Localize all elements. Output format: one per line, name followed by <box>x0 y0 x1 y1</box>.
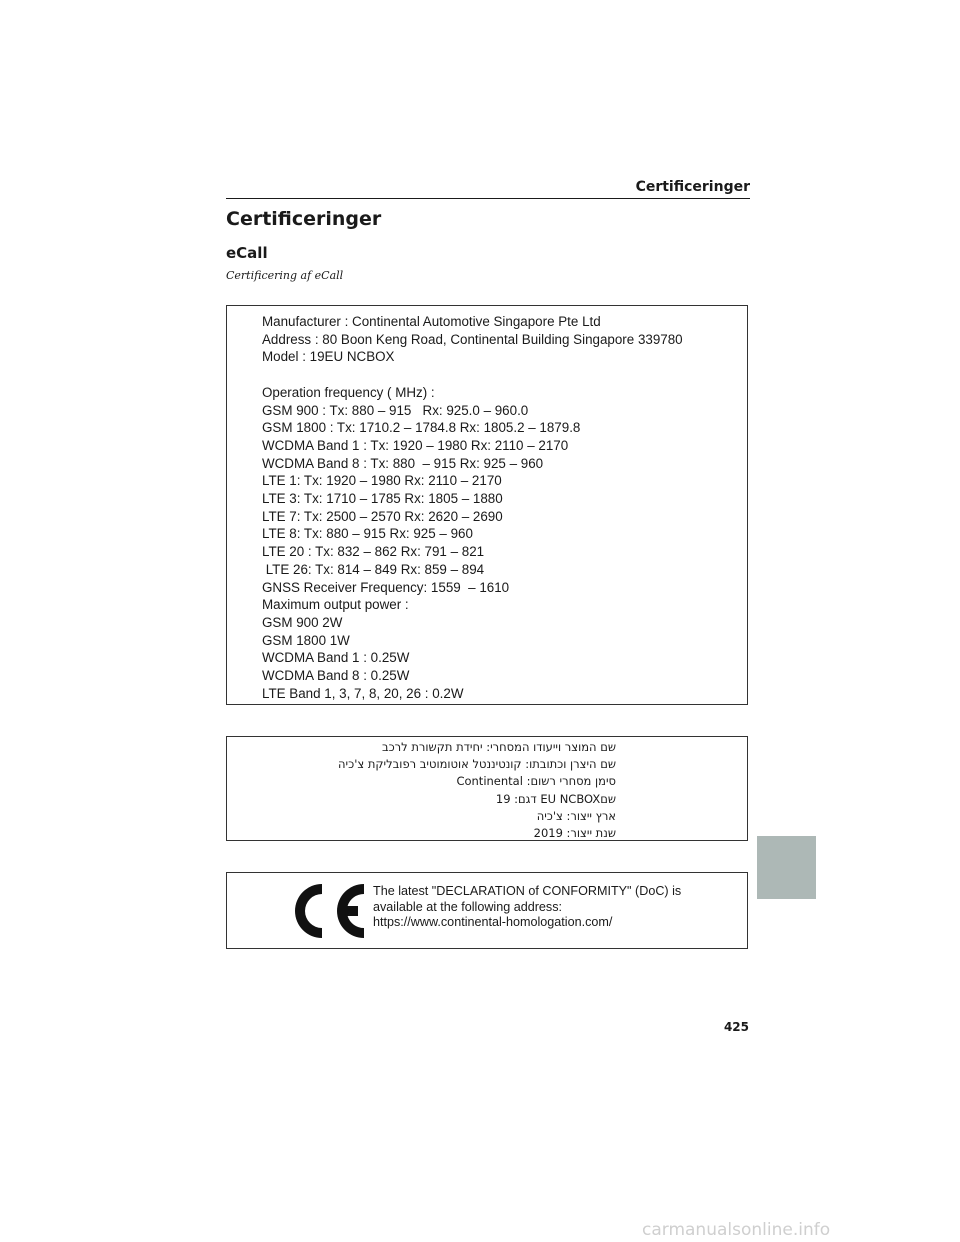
section-heading-ecall: eCall <box>226 244 268 262</box>
hebrew-line: ארץ ייצור: צ'כיה <box>536 808 616 823</box>
doc-line: The latest "DECLARATION of CONFORMITY" (DoC) is <box>373 884 682 898</box>
doc-url[interactable]: https://www.continental-homologation.com/ <box>373 915 613 930</box>
ce-letter-e <box>337 884 364 938</box>
specifications-box <box>226 305 748 705</box>
hebrew-info-box <box>226 736 748 841</box>
spec-line: LTE 7: Tx: 2500 – 2570 Rx: 2620 – 2690 <box>262 508 503 524</box>
spec-line: GSM 900 2W <box>262 614 343 630</box>
ce-mark-icon <box>292 880 368 942</box>
chapter-side-tab <box>757 836 816 899</box>
ce-declaration-box <box>226 872 748 949</box>
spec-gap <box>262 366 747 384</box>
spec-line: LTE Band 1, 3, 7, 8, 20, 26 : 0.2W <box>262 685 464 701</box>
spec-line: WCDMA Band 8 : 0.25W <box>262 668 410 684</box>
spec-line: LTE 26: Tx: 814 – 849 Rx: 859 – 894 <box>262 561 485 577</box>
hebrew-line: שםEU NCBOX דגם: 19 <box>495 791 616 806</box>
spec-line: WCDMA Band 1 : Tx: 1920 – 1980 Rx: 2110 – 2170 <box>262 437 569 453</box>
spec-line: LTE 20 : Tx: 832 – 862 Rx: 791 – 821 <box>262 544 485 560</box>
spec-line: WCDMA Band 8 : Tx: 880 – 915 Rx: 925 – 960 <box>262 455 544 471</box>
doc-line: available at the following address: <box>373 899 563 914</box>
spec-line: LTE 8: Tx: 880 – 915 Rx: 925 – 960 <box>262 526 473 542</box>
spec-line: WCDMA Band 1 : 0.25W <box>262 650 410 666</box>
spec-line: Address : 80 Boon Keng Road, Continental Building Singapore 339780 <box>262 331 683 347</box>
header-rule <box>226 198 750 199</box>
running-header: Certificeringer <box>635 179 750 195</box>
hebrew-line: סימן מסחרי רשום: Continental <box>456 774 616 789</box>
hebrew-line: שם היצרן וכתובתו: קונטיננטל אוטומוטיב רפובליקת צ'כיה <box>338 757 616 772</box>
section-caption: Certificering af eCall <box>226 269 344 282</box>
doc-notice <box>373 884 733 931</box>
spec-line: GSM 1800 1W <box>262 632 350 648</box>
page-title: Certificeringer <box>226 208 382 230</box>
spec-line: GSM 900 : Tx: 880 – 915 Rx: 925.0 – 960.0 <box>262 402 529 418</box>
spec-line: Model : 19EU NCBOX <box>262 349 395 365</box>
spec-line: LTE 1: Tx: 1920 – 1980 Rx: 2110 – 2170 <box>262 473 502 489</box>
spec-line: Operation frequency ( MHz) : <box>262 384 435 400</box>
ce-letter-c <box>295 884 322 938</box>
hebrew-line: שם המוצר וייעודו המסחרי: יחידת תקשורת לרכב <box>381 740 616 754</box>
spec-line: Maximum output power : <box>262 597 409 613</box>
spec-line: Manufacturer : Continental Automotive Singapore Pte Ltd <box>262 314 601 329</box>
spec-line: GNSS Receiver Frequency: 1559 – 1610 <box>262 579 510 595</box>
watermark: carmanualsonline.info <box>642 1220 831 1240</box>
spec-line: LTE 3: Tx: 1710 – 1785 Rx: 1805 – 1880 <box>262 491 503 507</box>
spec-line: GSM 1800 : Tx: 1710.2 – 1784.8 Rx: 1805.2 – 1879.8 <box>262 420 581 436</box>
hebrew-line: שנת ייצור: 2019 <box>533 826 616 841</box>
page-number: 425 <box>723 1020 749 1034</box>
